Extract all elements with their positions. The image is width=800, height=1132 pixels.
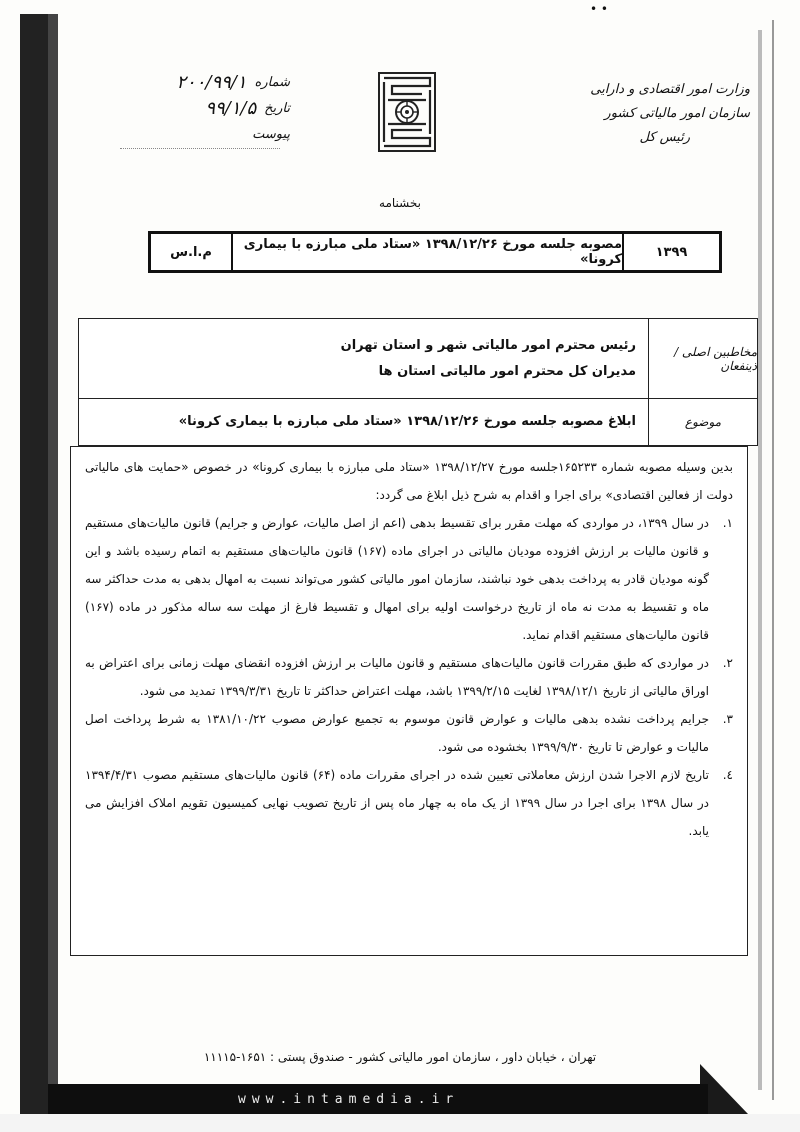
list-item: [85, 649, 733, 705]
item-text: تاریخ لازم الاجرا شدن ارزش معاملاتی تعیین شده در اجرای مقررات ماده (۶۴) قانون مالیات‌های مستقیم مصوب ۱۳۹۴/۴/۳۱ در سال ۱۳۹۸ برای اجرا در سال ۱۳۹۹ از یک ماه به چهار ماه پس از تاریخ تصویب نهایی کمیسیون تقویم املاک افزایش می یابد.: [85, 768, 710, 838]
date-value: ۹۹/۱/۵: [205, 98, 257, 119]
letter-date-row: [100, 96, 290, 122]
scan-edge-right: [758, 30, 762, 1090]
item-number: ۲.: [722, 656, 733, 670]
scan-marks: • •: [590, 2, 608, 16]
list-item: [85, 761, 733, 845]
letter-reference-block: [100, 70, 290, 148]
number-label: شماره: [254, 75, 290, 90]
scan-shadow-left-inner: [48, 14, 58, 1114]
item-text: در مواردی که طبق مقررات قانون مالیات‌های مستقیم و قانون مالیات بر ارزش افزوده انقضای مهلت زمانی برای اعتراض به اوراق مالیاتی از تاریخ ۱۳۹۸/۱۲/۱ لغایت ۱۳۹۹/۲/۱۵ باشد، مهلت اعتراض حداکثر تا تاریخ ۱۳۹۹/۳/۳۱ تمدید می شود.: [85, 656, 709, 698]
number-value: ۲۰۰/۹۹/۱: [176, 72, 247, 93]
recipients-label: مخاطبین اصلی / ذینفعان: [648, 319, 757, 398]
scan-edge-right-outer: [772, 20, 774, 1100]
subject-value: ابلاغ مصوبه جلسه مورخ ۱۳۹۸/۱۲/۲۶ «ستاد ملی مبارزه با بیماری کرونا»: [178, 414, 636, 429]
circular-number: ۱۳۹۹: [622, 234, 719, 270]
attachment-label: پیوست: [252, 127, 290, 142]
scan-bottom-strip: [0, 1114, 800, 1132]
organization-name: سازمان امور مالیاتی کشور: [604, 106, 750, 121]
subject-row: [79, 399, 757, 445]
item-number: ٤.: [722, 768, 733, 782]
subject-bar: [148, 231, 722, 273]
organization-header: [550, 78, 750, 150]
item-text: در سال ۱۳۹۹، در مواردی که مهلت مقرر برای تقسیط بدهی (اعم از اصل مالیات، عوارض و جرایم) قانون مالیات‌های مستقیم و قانون مالیات بر ارزش افزوده مودیان مالیاتی در اجرای ماده (۱۶۷) قانون مالیات‌های مستقیم به اتمام رسیده باشد و این گونه مودیان قادر به پرداخت بدهی خود نباشند، سازمان امور مالیاتی کشور می‌تواند نسبت به امهال بدهی به مدت حداکثر سه ماه و تقسیط به مدت نه ماه از تاریخ درخواست اولیه برای امهال و تقسیط فارغ از مهلت سه ساله مذکور در ماده (۱۶۷) قانون مالیات‌های مستقیم اقدام نماید.: [85, 516, 709, 642]
list-item: [85, 705, 733, 761]
footer-address: تهران ، خیابان داور ، سازمان امور مالیاتی کشور - صندوق پستی : ۱۶۵۱-۱۱۱۱۵: [203, 1050, 597, 1064]
letter-number-row: [100, 70, 290, 96]
recipient-1: رئیس محترم امور مالیاتی شهر و استان تهران: [340, 337, 636, 353]
item-number: ۳.: [722, 712, 733, 726]
tax-organization-logo-icon: [378, 72, 436, 152]
letter-body: [70, 446, 748, 956]
dotted-line: [120, 148, 280, 149]
circular-code: م.ا.س: [170, 244, 212, 260]
recipients-row: [79, 319, 757, 399]
item-text: جرایم پرداخت نشده بدهی مالیات و عوارض قانون موسوم به تجمیع عوارض مصوب ۱۳۸۱/۱۰/۲۲ به شرط پرداخت اصل مالیات و عوارض تا تاریخ ۱۳۹۹/۹/۳۰ بخشوده می شود.: [85, 712, 709, 754]
addressee-table: [78, 318, 758, 446]
website-link[interactable]: www.intamedia.ir: [238, 1091, 460, 1107]
circular-title: مصوبه جلسه مورخ ۱۳۹۸/۱۲/۲۶ «ستاد ملی مبارزه با بیماری کرونا»: [231, 234, 622, 270]
item-number: ۱.: [722, 516, 733, 530]
date-label: تاریخ: [264, 101, 290, 116]
head-title: رئیس کل: [639, 130, 690, 145]
attachment-row: [100, 122, 290, 148]
subject-label: موضوع: [648, 399, 757, 445]
recipient-2: مدیران کل محترم امور مالیاتی استان ها: [378, 363, 636, 379]
ministry-name: وزارت امور اقتصادی و دارایی: [590, 82, 750, 97]
footer-bar: [48, 1084, 708, 1114]
body-intro: بدین وسیله مصوبه شماره ۱۶۵۲۳۳جلسه مورخ ۱۳۹۸/۱۲/۲۷ «ستاد ملی مبارزه با بیماری کرونا» در خصوص «حمایت های مالیاتی دولت از فعالین اقتصادی» برای اجرا و اقدام به شرح ذیل ابلاغ می گردد:: [85, 460, 733, 502]
document-type: بخشنامه: [379, 196, 421, 210]
list-item: [85, 509, 733, 649]
recipients-value: [79, 319, 648, 398]
